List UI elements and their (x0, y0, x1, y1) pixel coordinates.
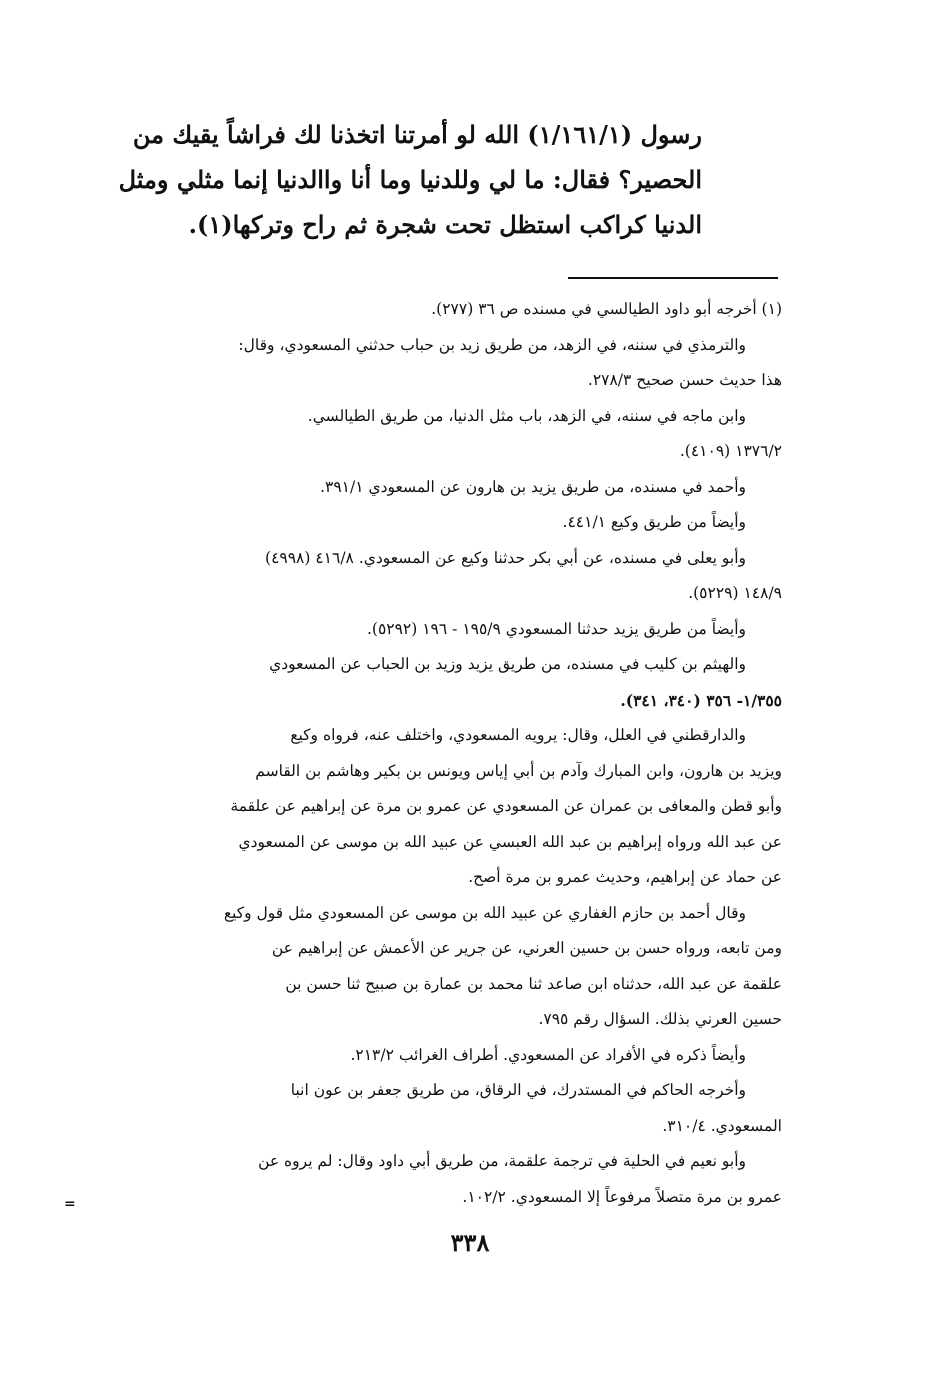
footnote-line: والترمذي في سننه، في الزهد، من طريق زيد بن حباب حدثني المسعودي، وقال: (238, 335, 746, 354)
footnote-line: وأبو قطن والمعافى بن عمران عن المسعودي عن عمرو بن مرة عن إبراهيم عن علقمة (230, 797, 782, 815)
footnote-line: علقمة عن عبد الله، حدثناه ابن صاعد ثنا محمد بن عمارة بن صبيح ثنا حسن بن (285, 974, 782, 993)
footnote-line: ١٤٨/٩ (٥٢٢٩). (688, 584, 782, 602)
footnote-line: ويزيد بن هارون، وابن المبارك وآدم بن أبي إياس ويونس بن بكير وهاشم بن القاسم (255, 761, 782, 780)
footnote-line: وابن ماجه في سننه، في الزهد، باب مثل الدنيا، من طريق الطيالسي. (307, 406, 746, 425)
main-text-line: رسول (١/١٦١/١) الله لو أمرتنا اتخذنا لك فراشاً يقيك من (132, 120, 702, 149)
footnote-line: عمرو بن مرة متصلاً مرفوعاً إلا المسعودي. ١٠٢/٢. (462, 1187, 782, 1206)
main-text-block (80, 112, 702, 247)
footnote-line: وقال أحمد بن حازم الغفاري عن عبيد الله بن موسى عن المسعودي مثل قول وكيع (223, 903, 746, 922)
footnote-line: وأبو نعيم في الحلية في ترجمة علقمة، من طريق أبي داود وقال: لم يروه عن (258, 1152, 746, 1170)
footnote-line: وأبو يعلى في مسنده، عن أبي بكر حدثنا وكيع عن المسعودي. ٤١٦/٨ (٤٩٩٨) (265, 548, 746, 567)
footnote-line: والدارقطني في العلل، وقال: يرويه المسعودي، واختلف عنه، فرواه وكيع (290, 726, 746, 744)
footnote-line: حسين العرني بذلك. السؤال رقم ٧٩٥. (538, 1010, 782, 1028)
footnote-line: وأخرجه الحاكم في المستدرك، في الرقاق، من طريق جعفر بن عون انبا (290, 1081, 746, 1099)
footnote-line: وأيضاً من طريق وكيع ٤٤١/١. (562, 513, 746, 531)
footnote-line: ١/٣٥٥- ٣٥٦ (٣٤٠، ٣٤١). (620, 690, 782, 710)
main-text-line: الحصير؟ فقال: ما لي وللدنيا وما أنا واالدنيا إنما مثلي ومثل (118, 165, 702, 194)
footnote-line: عن عبد الله ورواه إبراهيم بن عبد الله العبسي عن عبيد الله بن موسى عن المسعودي (238, 832, 782, 851)
footnote-line: هذا حديث حسن صحيح ٢٧٨/٣. (587, 371, 782, 389)
footnote-line: عن حماد عن إبراهيم، وحديث عمرو بن مرة أصح. (468, 868, 782, 886)
footnote-line: وأيضاً من طريق يزيد حدثنا المسعودي ١٩٥/٩ - ١٩٦ (٥٢٩٢). (366, 619, 746, 638)
footnote-line: والهيثم بن كليب في مسنده، من طريق يزيد وزيد بن الحباب عن المسعودي (269, 655, 746, 673)
footnote-line: (١) أخرجه أبو داود الطيالسي في مسنده ص ٣٦ (٢٧٧). (431, 300, 782, 318)
footnote-line: وأحمد في مسنده، من طريق يزيد بن هارون عن المسعودي ٣٩١/١. (320, 477, 746, 496)
main-text-line: الدنيا كراكب استظل تحت شجرة ثم راح وتركها(١). (188, 210, 702, 239)
footnote-line: المسعودي. ٣١٠/٤. (662, 1116, 782, 1135)
footnote-line: ومن تابعه، ورواه حسن بن حسين العرني، عن جرير عن الأعمش عن إبراهيم عن (271, 939, 782, 957)
footnote-line: وأيضاً ذكره في الأفراد عن المسعودي. أطراف الغرائب ٢١٣/٢. (350, 1045, 746, 1064)
footnote-line: ١٣٧٦/٢ (٤١٠٩). (679, 442, 782, 460)
page-number: ٣٣٨ (450, 1228, 490, 1257)
footnotes-block (80, 292, 782, 1215)
continuation-mark: = (64, 1196, 76, 1212)
footnote-separator (568, 277, 778, 279)
